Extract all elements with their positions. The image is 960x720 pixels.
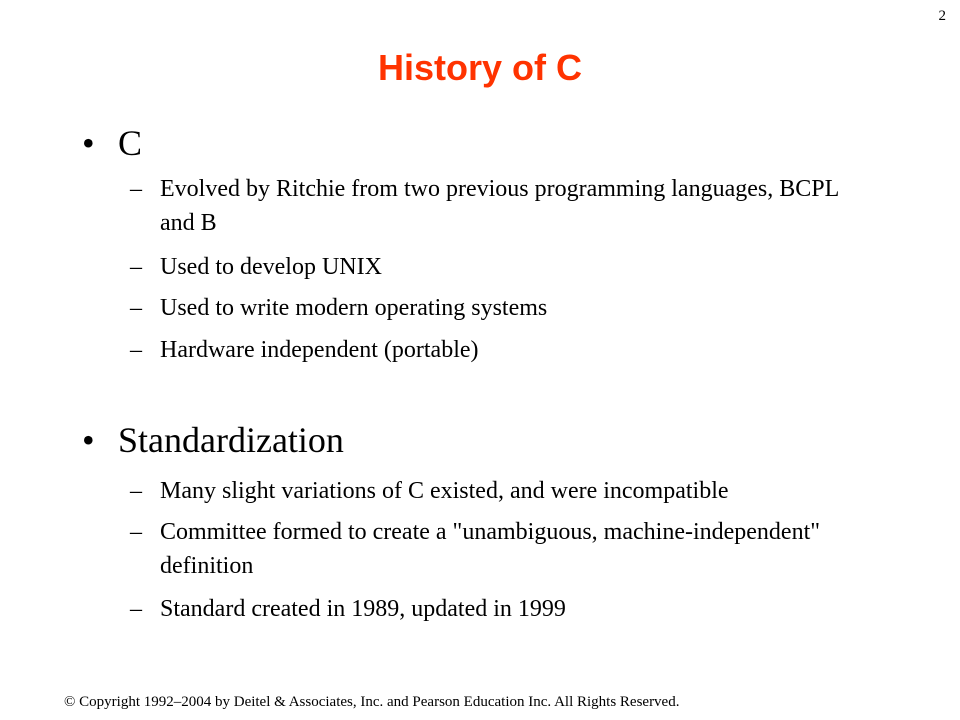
bullet-label: C	[118, 123, 143, 163]
copyright-footer: © Copyright 1992–2004 by Deitel & Associates, Inc. and Pearson Education Inc. All Rights Reserved.	[64, 694, 680, 710]
bullet-label: Standardization	[118, 420, 344, 460]
subitem-committee	[130, 515, 850, 583]
subitem-text: Many slight variations of C existed, and were incompatible	[160, 478, 729, 504]
subitem-text: Committee formed to create a "unambiguous, machine-independent" definition	[160, 519, 821, 579]
subitem-variations	[130, 474, 850, 508]
subitem-text: Used to develop UNIX	[160, 254, 382, 280]
subitem-standard	[130, 592, 850, 626]
dash-icon: –	[130, 478, 142, 504]
dash-icon: –	[130, 337, 142, 363]
dash-icon: –	[130, 254, 142, 280]
subitem-text: Standard created in 1989, updated in 1999	[160, 596, 566, 622]
subitem-os	[130, 291, 850, 325]
dash-icon: –	[130, 596, 142, 622]
dash-icon: –	[130, 519, 142, 545]
subitem-text: Used to write modern operating systems	[160, 295, 548, 321]
slide-title: History of C	[377, 47, 582, 88]
subitem-hardware	[130, 333, 850, 367]
bullet-dot-icon: •	[82, 123, 95, 163]
dash-icon: –	[130, 295, 142, 321]
subitem-text: Hardware independent (portable)	[160, 337, 479, 363]
dash-icon: –	[130, 176, 142, 202]
bullet-dot-icon: •	[82, 420, 95, 460]
subitem-unix	[130, 250, 850, 284]
page-number: 2	[938, 8, 946, 24]
subitem-text: Evolved by Ritchie from two previous programming languages, BCPL and B	[160, 176, 839, 236]
subitem-evolved	[130, 172, 850, 240]
